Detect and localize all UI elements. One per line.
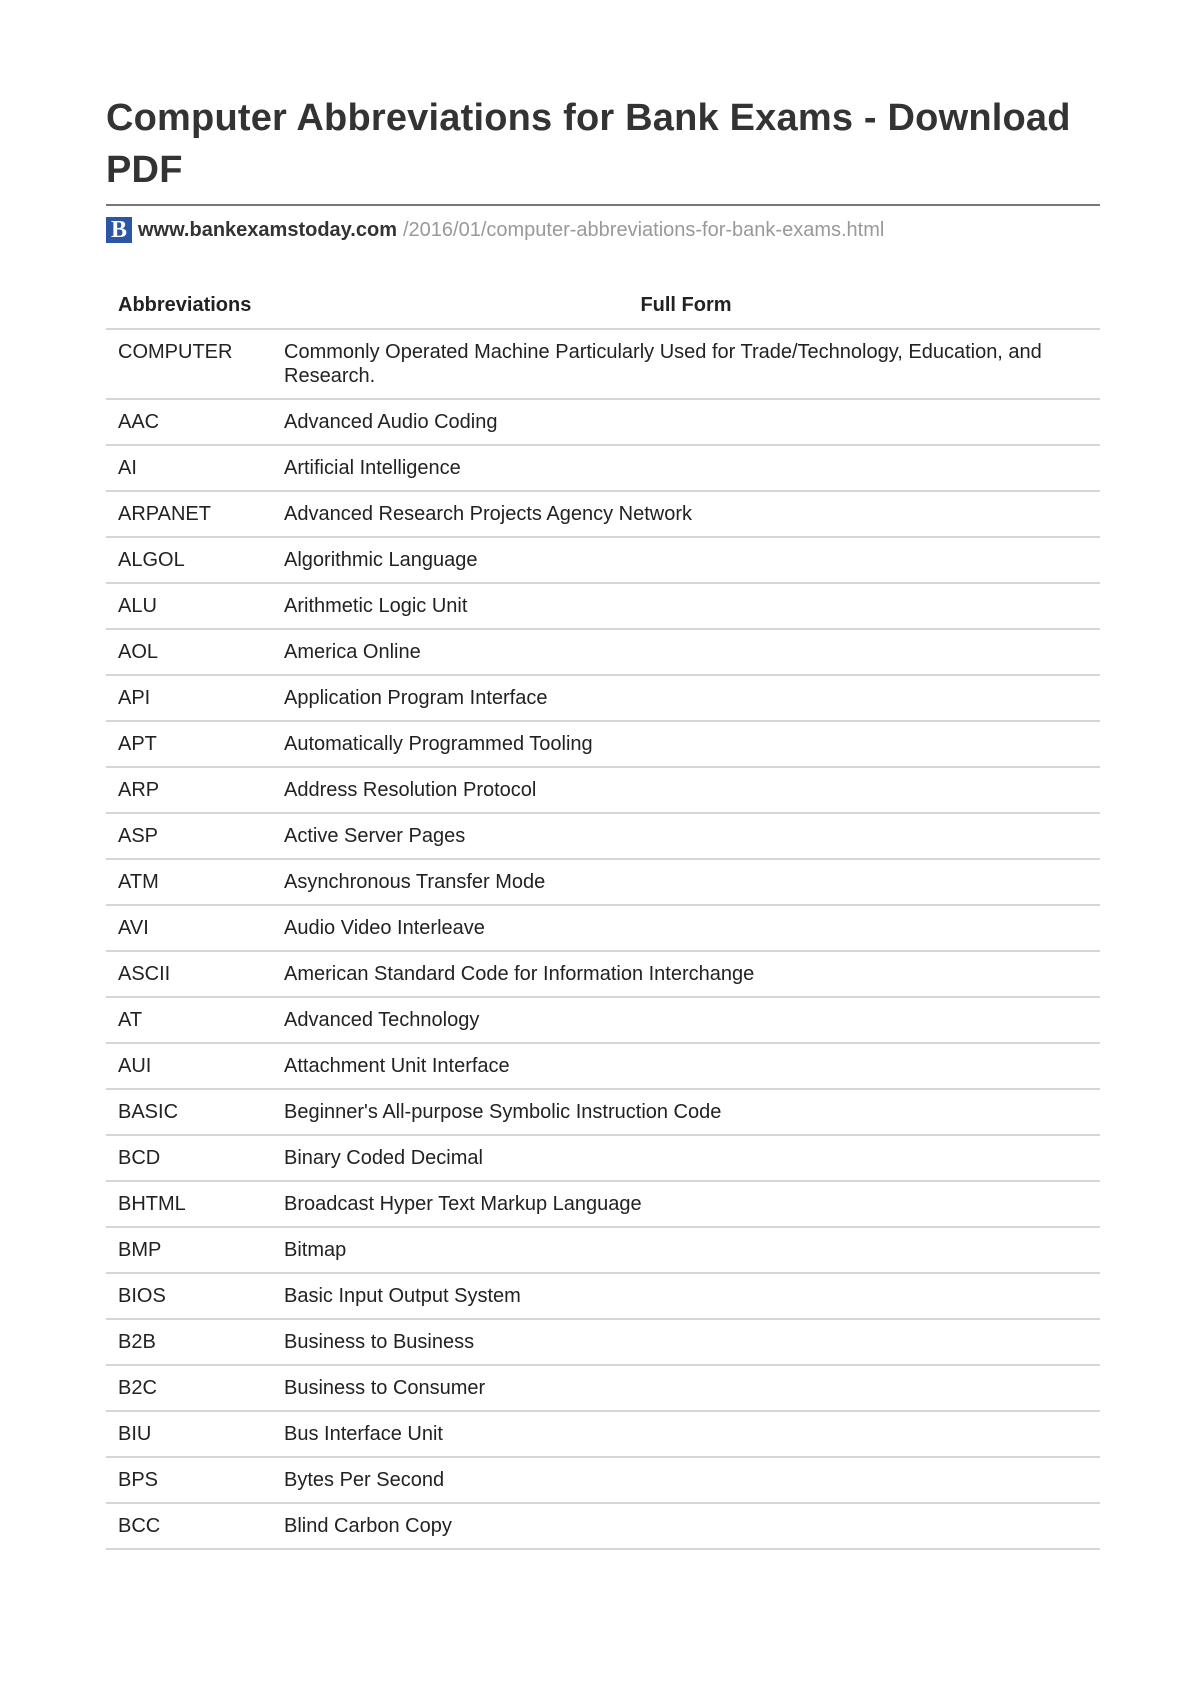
table-row — [106, 859, 1100, 905]
abbreviation-cell: B2B — [106, 1319, 272, 1365]
table-row — [106, 1503, 1100, 1549]
table-row — [106, 1457, 1100, 1503]
full-form-cell: Address Resolution Protocol — [272, 767, 1100, 813]
abbreviation-cell: AAC — [106, 399, 272, 445]
abbreviation-cell: ALGOL — [106, 537, 272, 583]
abbreviation-cell: BCD — [106, 1135, 272, 1181]
table-row — [106, 1319, 1100, 1365]
full-form-cell: Advanced Technology — [272, 997, 1100, 1043]
table-row — [106, 1411, 1100, 1457]
abbreviation-cell: BMP — [106, 1227, 272, 1273]
full-form-cell: Active Server Pages — [272, 813, 1100, 859]
abbreviation-cell: AVI — [106, 905, 272, 951]
table-row — [106, 1089, 1100, 1135]
abbreviation-cell: BIOS — [106, 1273, 272, 1319]
title-divider — [106, 204, 1100, 206]
full-form-cell: Advanced Research Projects Agency Network — [272, 491, 1100, 537]
full-form-cell: Advanced Audio Coding — [272, 399, 1100, 445]
table-row — [106, 1181, 1100, 1227]
full-form-cell: Basic Input Output System — [272, 1273, 1100, 1319]
site-logo-icon: B — [106, 217, 132, 243]
abbreviation-cell: COMPUTER — [106, 329, 272, 399]
abbreviation-cell: BPS — [106, 1457, 272, 1503]
table-row — [106, 767, 1100, 813]
full-form-cell: Attachment Unit Interface — [272, 1043, 1100, 1089]
full-form-cell: American Standard Code for Information Interchange — [272, 951, 1100, 997]
table-row — [106, 1135, 1100, 1181]
full-form-cell: Artificial Intelligence — [272, 445, 1100, 491]
full-form-cell: Binary Coded Decimal — [272, 1135, 1100, 1181]
table-body — [106, 329, 1100, 1549]
table-row — [106, 629, 1100, 675]
full-form-cell: America Online — [272, 629, 1100, 675]
table-row — [106, 951, 1100, 997]
abbreviation-cell: BHTML — [106, 1181, 272, 1227]
table-row — [106, 399, 1100, 445]
table-row — [106, 445, 1100, 491]
abbreviation-cell: BCC — [106, 1503, 272, 1549]
full-form-cell: Bytes Per Second — [272, 1457, 1100, 1503]
table-row — [106, 1227, 1100, 1273]
table-row — [106, 721, 1100, 767]
table-row — [106, 1043, 1100, 1089]
abbreviation-cell: ARP — [106, 767, 272, 813]
abbreviation-cell: BIU — [106, 1411, 272, 1457]
table-row — [106, 1365, 1100, 1411]
abbreviation-cell: AT — [106, 997, 272, 1043]
abbreviation-cell: ASCII — [106, 951, 272, 997]
page-title: Computer Abbreviations for Bank Exams - Download PDF — [106, 97, 1071, 191]
full-form-cell: Commonly Operated Machine Particularly Used for Trade/Technology, Education, and Research. — [272, 329, 1100, 399]
full-form-cell: Blind Carbon Copy — [272, 1503, 1100, 1549]
full-form-cell: Broadcast Hyper Text Markup Language — [272, 1181, 1100, 1227]
table-row — [106, 537, 1100, 583]
column-header-abbreviations: Abbreviations — [106, 282, 272, 329]
abbreviation-cell: APT — [106, 721, 272, 767]
table-row — [106, 905, 1100, 951]
full-form-cell: Business to Consumer — [272, 1365, 1100, 1411]
abbreviations-table — [106, 282, 1100, 1550]
table-row — [106, 997, 1100, 1043]
source-path: /2016/01/computer-abbreviations-for-bank-exams.html — [402, 218, 885, 241]
table-header-row — [106, 282, 1100, 329]
table-row — [106, 675, 1100, 721]
column-header-full-form: Full Form — [272, 282, 1100, 329]
abbreviation-cell: ATM — [106, 859, 272, 905]
full-form-cell: Beginner's All-purpose Symbolic Instruction Code — [272, 1089, 1100, 1135]
abbreviation-cell: ALU — [106, 583, 272, 629]
table-row — [106, 813, 1100, 859]
abbreviation-cell: BASIC — [106, 1089, 272, 1135]
abbreviation-cell: API — [106, 675, 272, 721]
full-form-cell: Arithmetic Logic Unit — [272, 583, 1100, 629]
full-form-cell: Business to Business — [272, 1319, 1100, 1365]
full-form-cell: Asynchronous Transfer Mode — [272, 859, 1100, 905]
table-row — [106, 491, 1100, 537]
page-content — [106, 92, 1100, 1550]
source-line — [106, 216, 1100, 244]
abbreviation-cell: B2C — [106, 1365, 272, 1411]
table-row — [106, 1273, 1100, 1319]
table-row — [106, 329, 1100, 399]
full-form-cell: Algorithmic Language — [272, 537, 1100, 583]
source-domain-link[interactable]: www.bankexamstoday.com — [138, 218, 397, 241]
abbreviation-cell: ARPANET — [106, 491, 272, 537]
full-form-cell: Bus Interface Unit — [272, 1411, 1100, 1457]
abbreviation-cell: AOL — [106, 629, 272, 675]
full-form-cell: Audio Video Interleave — [272, 905, 1100, 951]
full-form-cell: Bitmap — [272, 1227, 1100, 1273]
table-row — [106, 583, 1100, 629]
abbreviation-cell: ASP — [106, 813, 272, 859]
abbreviation-cell: AI — [106, 445, 272, 491]
full-form-cell: Automatically Programmed Tooling — [272, 721, 1100, 767]
full-form-cell: Application Program Interface — [272, 675, 1100, 721]
abbreviation-cell: AUI — [106, 1043, 272, 1089]
